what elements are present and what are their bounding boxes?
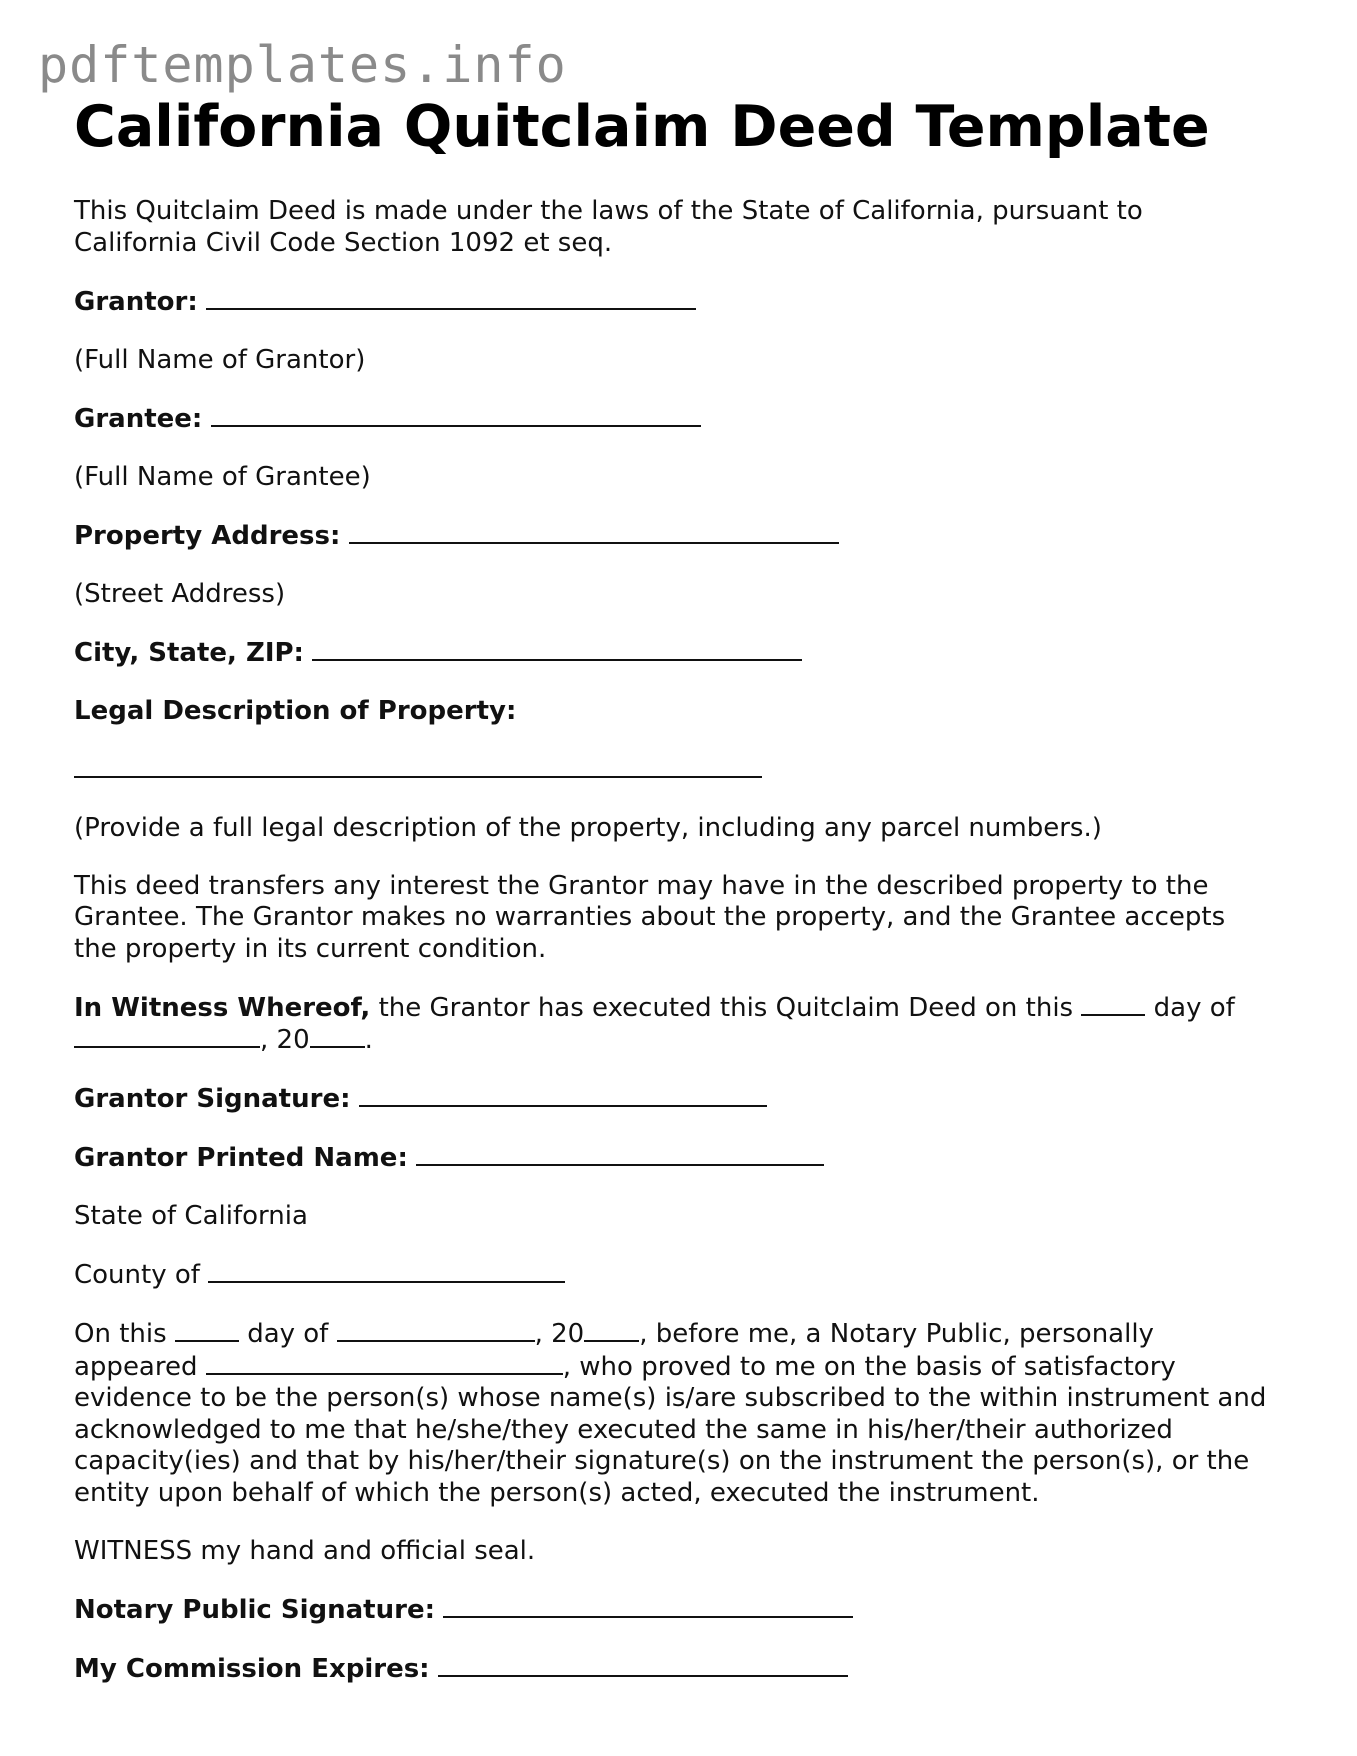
page-title: California Quitclaim Deed Template	[74, 94, 1210, 160]
commission-line	[74, 1653, 1274, 1686]
grantor-signature-label: Grantor Signature:	[74, 1084, 351, 1114]
notary-year-blank[interactable]	[584, 1318, 639, 1342]
notary-rest: , who proved to me on the basis of satisfactory evidence to be the person(s) whose name(s) is/are subscribed to the within instrument and acknowledged to me that he/she/they executed the same in his/her/their authorized capacity(ies) and that by his/her/their signature(s) on the instrument the person(s), or the entity upon behalf of which the person(s) acted, executed the instrument.	[74, 1351, 1267, 1508]
legal-desc-label: Legal Description of Property:	[74, 695, 517, 726]
witness-text-2: day of	[1153, 992, 1235, 1023]
grantor-line	[74, 286, 1274, 319]
notary-signature-label: Notary Public Signature:	[74, 1594, 435, 1625]
grantor-signature-blank[interactable]	[359, 1083, 767, 1107]
county-blank[interactable]	[208, 1259, 565, 1283]
notary-on: On this	[74, 1319, 167, 1349]
street-hint: (Street Address)	[74, 578, 286, 609]
property-address-blank[interactable]	[349, 520, 839, 544]
witness-text-4: .	[364, 1025, 373, 1055]
grantor-label: Grantor:	[74, 286, 198, 317]
notary-person-blank[interactable]	[206, 1351, 563, 1375]
witness-text-3: , 20	[260, 1025, 310, 1055]
notary-paragraph	[74, 1318, 1274, 1509]
notary-signature-line	[74, 1594, 1274, 1627]
witness-seal: WITNESS my hand and official seal.	[74, 1535, 536, 1566]
witness-day-blank[interactable]	[1081, 992, 1145, 1016]
legal-desc-line	[74, 754, 1274, 787]
grantee-line	[74, 403, 1274, 436]
transfer-paragraph: This deed transfers any interest the Grantor may have in the described property to the Grantee. The Grantor makes no warranties about the property, and the Grantee accepts the property in its current condition.	[74, 870, 1226, 964]
witness-paragraph	[74, 992, 1274, 1057]
intro-paragraph: This Quitclaim Deed is made under the laws of the State of California, pursuant to California Civil Code Section 1092 et seq.	[74, 196, 1143, 258]
commission-blank[interactable]	[438, 1653, 848, 1677]
notary-day-blank[interactable]	[175, 1318, 239, 1342]
grantor-signature-line	[74, 1083, 1274, 1116]
witness-text-1: the Grantor has executed this Quitclaim Deed on this	[378, 992, 1074, 1023]
city-label: City, State, ZIP:	[74, 637, 304, 668]
city-blank[interactable]	[312, 637, 802, 661]
property-address-line	[74, 520, 1274, 553]
city-line	[74, 637, 1274, 670]
watermark: pdftemplates.info	[38, 36, 567, 94]
notary-dayof: day of	[247, 1319, 329, 1349]
county-label: County of	[74, 1260, 200, 1290]
legal-desc-hint: (Provide a full legal description of the property, including any parcel numbers.)	[74, 812, 1102, 843]
notary-month-blank[interactable]	[337, 1318, 535, 1342]
witness-year-blank[interactable]	[310, 1024, 365, 1048]
witness-month-blank[interactable]	[74, 1024, 260, 1048]
grantee-blank[interactable]	[211, 403, 701, 427]
notary-signature-blank[interactable]	[443, 1594, 853, 1618]
grantor-printed-label: Grantor Printed Name:	[74, 1143, 408, 1173]
grantor-blank[interactable]	[206, 286, 696, 310]
deed-body	[74, 196, 1274, 1712]
witness-lead: In Witness Whereof,	[74, 992, 371, 1023]
notary-before: , before me, a Notary Public, personally appeared	[74, 1319, 1154, 1382]
legal-desc-blank[interactable]	[74, 754, 762, 778]
grantee-label: Grantee:	[74, 403, 203, 434]
grantor-printed-line	[74, 1142, 1274, 1175]
property-address-label: Property Address:	[74, 520, 341, 551]
notary-20: , 20	[534, 1319, 585, 1349]
county-line	[74, 1259, 1274, 1292]
grantor-printed-blank[interactable]	[416, 1142, 824, 1166]
commission-label: My Commission Expires:	[74, 1653, 430, 1684]
state-line: State of California	[74, 1201, 308, 1231]
grantor-hint: (Full Name of Grantor)	[74, 344, 366, 375]
grantee-hint: (Full Name of Grantee)	[74, 461, 371, 492]
